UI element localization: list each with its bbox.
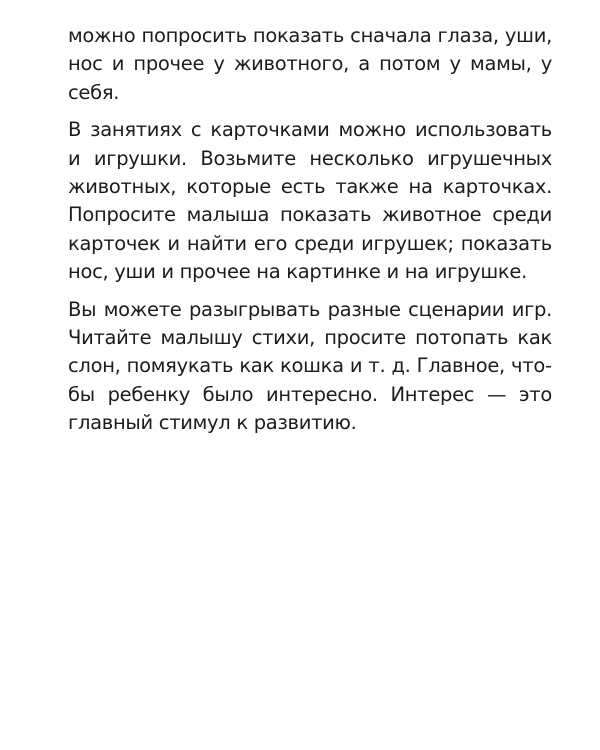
paragraph-cards-and-toys: В занятиях с карточками можно использовать и игрушки. Возьмите несколько игрушечных животных, которые есть также на карточках. Попросите малыша показать животное среди карточек и найти его среди игрушек; показать нос, уши и прочее на картинке и на игрушке. — [68, 118, 552, 284]
body-text — [68, 22, 552, 447]
paragraph-continuation: можно попросить показать сначала глаза, уши, нос и прочее у животного, а потом у мамы, у себя. — [68, 24, 552, 104]
paragraph-game-scenarios: Вы можете разыгрывать разные сценарии игр. Читайте малышу стихи, просите потопать как слон, помяукать как кошка и т. д. Главное, чтобы ребенку было интересно. Интерес — это главный стимул к развитию. — [68, 297, 552, 435]
